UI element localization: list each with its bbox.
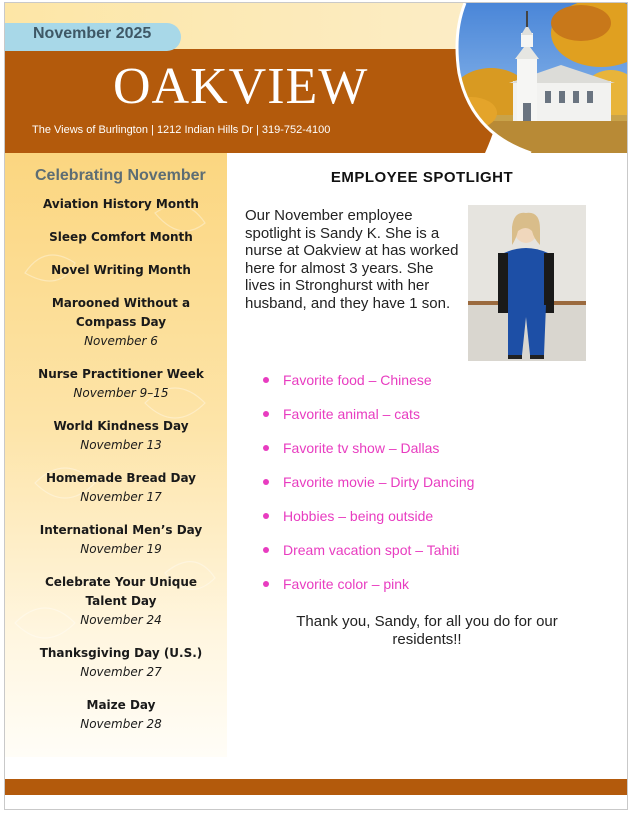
event-name: Celebrate Your Unique Talent Day <box>45 575 197 608</box>
event-item <box>23 228 219 247</box>
favorite-text: Favorite tv show – Dallas <box>283 440 440 456</box>
favorite-item <box>261 473 611 507</box>
section-title: EMPLOYEE SPOTLIGHT <box>330 169 514 186</box>
favorite-item <box>261 439 611 473</box>
event-item <box>23 521 219 559</box>
favorite-text: Favorite animal – cats <box>283 406 420 422</box>
issue-date: November 2025 <box>33 25 152 42</box>
event-date: November 24 <box>80 613 162 627</box>
favorite-item <box>261 405 611 439</box>
favorite-text: Favorite food – Chinese <box>283 372 432 388</box>
event-date: November 27 <box>80 665 162 679</box>
bullet-icon <box>263 377 269 383</box>
event-item <box>23 417 219 455</box>
event-item <box>23 644 219 682</box>
event-name: International Men’s Day <box>39 523 203 537</box>
bullet-icon <box>263 445 269 451</box>
event-name: Marooned Without a Compass Day <box>51 296 191 329</box>
event-name: Maize Day <box>86 698 156 712</box>
event-date: November 13 <box>80 438 162 452</box>
event-date: November 28 <box>80 717 162 731</box>
event-date: November 19 <box>80 542 162 556</box>
bullet-icon <box>263 547 269 553</box>
favorite-item <box>261 371 611 405</box>
thank-you-note: Thank you, Sandy, for all you do for our residents!! <box>296 613 558 648</box>
favorite-item <box>261 541 611 575</box>
event-name: Novel Writing Month <box>51 263 191 277</box>
header <box>5 3 627 153</box>
event-date: November 17 <box>80 490 162 504</box>
favorite-text: Favorite movie – Dirty Dancing <box>283 474 475 490</box>
bullet-icon <box>263 411 269 417</box>
event-item <box>23 294 219 351</box>
event-date: November 9–15 <box>73 386 169 400</box>
bullet-icon <box>263 479 269 485</box>
church-photo <box>431 3 628 153</box>
newsletter-subtitle: The Views of Burlington | 1212 Indian Hills Dr | 319-752-4100 <box>32 124 331 136</box>
event-item <box>23 696 219 734</box>
events-list <box>23 195 219 748</box>
favorite-text: Hobbies – being outside <box>283 508 434 524</box>
sidebar-heading: Celebrating November <box>35 167 206 184</box>
bullet-icon <box>263 513 269 519</box>
event-item <box>23 573 219 630</box>
event-name: Nurse Practitioner Week <box>38 367 204 381</box>
bullet-icon <box>263 581 269 587</box>
favorites-list <box>261 371 611 609</box>
event-name: Homemade Bread Day <box>45 471 197 485</box>
favorite-item <box>261 575 611 609</box>
event-item <box>23 261 219 280</box>
favorite-text: Dream vacation spot – Tahiti <box>283 542 460 558</box>
event-name: World Kindness Day <box>53 419 189 433</box>
favorite-item <box>261 507 611 541</box>
footer-bar <box>5 779 627 795</box>
newsletter-page <box>4 2 628 810</box>
spotlight-intro: Our November employee spotlight is Sandy K. She is a nurse at Oakview at has worked here for almost 3 years. She lives in Stronghurst with her husband, and they have 1 son. <box>245 207 459 312</box>
event-item <box>23 365 219 403</box>
event-item <box>23 469 219 507</box>
event-name: Sleep Comfort Month <box>49 230 193 244</box>
favorite-text: Favorite color – pink <box>283 576 410 592</box>
event-name: Aviation History Month <box>43 197 199 211</box>
event-date: November 6 <box>84 334 158 348</box>
newsletter-title: OAKVIEW <box>113 58 369 115</box>
employee-photo <box>468 205 586 361</box>
event-item <box>23 195 219 214</box>
event-name: Thanksgiving Day (U.S.) <box>39 646 203 660</box>
